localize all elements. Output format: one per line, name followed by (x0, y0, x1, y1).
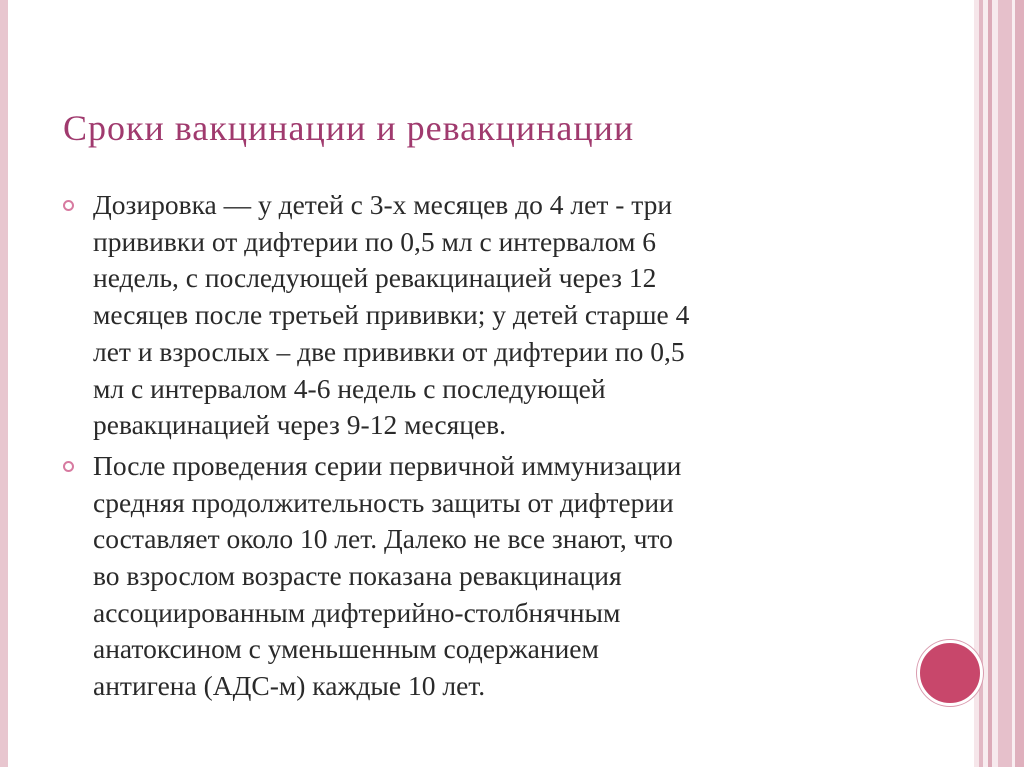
bullet-line: средняя продолжительность защиты от дифтерии (93, 486, 674, 518)
bullet-line: недель, с последующей ревакцинацией через 12 (93, 262, 657, 294)
bullet-line: ревакцинацией через 9-12 месяцев. (93, 409, 507, 441)
bullet-line: составляет около 10 лет. Далеко не все знают, что (93, 523, 673, 555)
bullet-line: мл с интервалом 4-6 недель с последующей (93, 372, 606, 404)
bullet-line: месяцев после третьей прививки; у детей старше 4 (93, 299, 690, 331)
left-frame-border (0, 0, 8, 767)
bullet-item (60, 448, 860, 705)
right-frame-stripes (974, 0, 1024, 767)
bullet-item (60, 187, 860, 444)
decorative-circle (917, 640, 983, 706)
bullet-line: прививки от дифтерии по 0,5 мл с интервалом 6 (93, 225, 657, 257)
bullet-list (60, 187, 860, 709)
bullet-line: Дозировка — у детей с 3-х месяцев до 4 лет - три (93, 189, 673, 220)
bullet-line: лет и взрослых – две прививки от дифтерии по 0,5 (93, 335, 685, 367)
bullet-line: во взрослом возрасте показана ревакцинация (93, 560, 622, 592)
bullet-line: ассоциированным дифтерийно-столбнячным (93, 596, 621, 628)
stripe (998, 0, 1012, 767)
ring-bullet-icon (63, 200, 74, 211)
slide-title: Сроки вакцинации и ревакцинации (63, 108, 635, 148)
bullet-line: антигена (АДС-м) каждые 10 лет. (93, 670, 486, 702)
bullet-line: После проведения серии первичной иммунизации (93, 449, 682, 481)
ring-bullet-icon (63, 461, 74, 472)
stripe (1015, 0, 1024, 767)
bullet-line: анатоксином с уменьшенным содержанием (93, 633, 599, 665)
